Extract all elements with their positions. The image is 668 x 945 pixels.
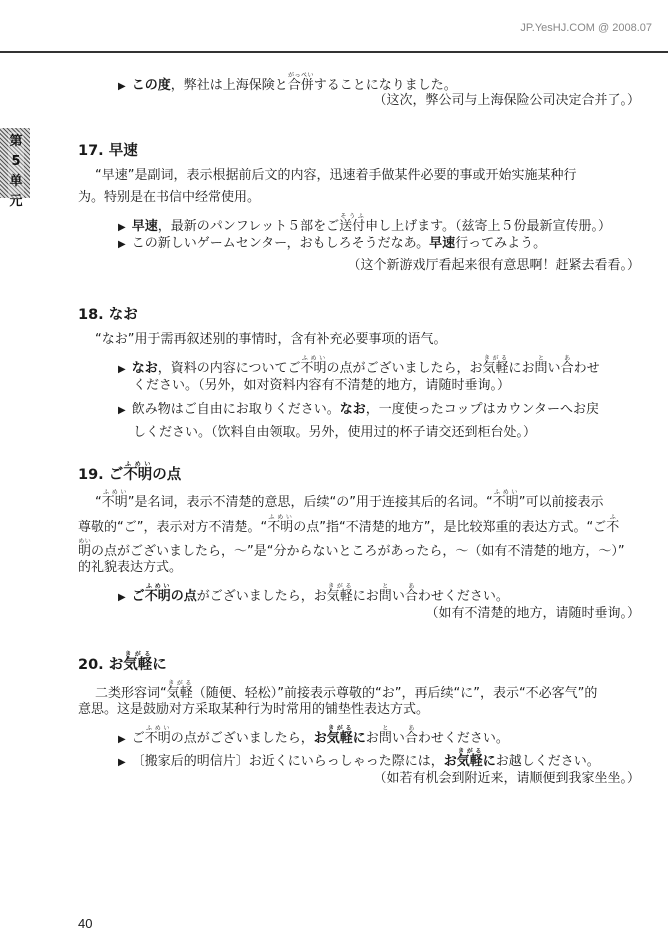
example-sentence (118, 402, 599, 419)
paragraph-line (95, 489, 603, 511)
ruby-word: 気軽きがる (326, 583, 353, 604)
text-segment: ，資料の内容についてご (157, 361, 301, 376)
paragraph-line (78, 702, 429, 718)
section-heading (78, 461, 181, 483)
text-segment: ，弊社は上海保険と (170, 78, 288, 93)
paragraph-line (95, 680, 597, 702)
paragraph-line (95, 332, 446, 348)
furigana: きがる (166, 680, 193, 687)
ruby-word: 気軽きがる (482, 355, 509, 376)
furigana: きがる (482, 355, 509, 362)
furigana: めい (78, 538, 92, 545)
text-segment: 尊敬的“ご”，表示对方不清楚。“ (78, 520, 268, 535)
paragraph-line (133, 378, 510, 394)
text-segment: 早速 (429, 236, 456, 251)
furigana: と (534, 355, 548, 362)
text-segment: わせ (573, 361, 600, 376)
text-segment: い (391, 731, 405, 746)
furigana: がっぺい (287, 72, 314, 79)
bullet-triangle-icon: ▶ (118, 81, 126, 92)
text-segment: （这个新游戏厅看起来很有意思啊！赶紧去看看。） (347, 258, 640, 273)
text-segment: 17. 早速 (78, 143, 138, 159)
text-segment: の点がございましたら，お (326, 361, 483, 376)
text-segment: にお (508, 361, 535, 376)
example-sentence (118, 748, 600, 771)
example-sentence (118, 213, 611, 236)
ruby-word: 不明ふめい (300, 355, 327, 376)
unit-side-tab (0, 128, 30, 209)
text-segment: 19. ご (78, 467, 124, 483)
bullet-triangle-icon: ▶ (118, 239, 126, 250)
ruby-word: 気軽きがる (166, 680, 193, 701)
text-segment: 18. なお (78, 307, 138, 323)
text-segment: 飲み物はご自由にお取りください。 (131, 402, 340, 417)
page-number: 40 (78, 916, 93, 931)
furigana: ふめい (144, 583, 171, 590)
furigana: と (378, 583, 392, 590)
bullet-triangle-icon: ▶ (118, 364, 126, 375)
ruby-word: 不明ふめい (492, 489, 519, 510)
text-segment: の点 (170, 589, 197, 604)
text-segment: 申し上げます。（兹寄上５份最新宣传册。） (365, 219, 612, 234)
bullet-triangle-icon: ▶ (118, 734, 126, 745)
text-segment: ご (131, 589, 145, 604)
ruby-word: 不ふ (606, 514, 620, 535)
ruby-word: 問と (534, 355, 548, 376)
text-segment: この度 (131, 78, 171, 93)
text-segment: お (313, 731, 327, 746)
ruby-word: 合あ (404, 725, 418, 746)
furigana: ふめい (123, 461, 153, 468)
text-segment: （如有不清楚的地方，请随时垂询。） (425, 606, 640, 621)
ruby-word: 送付そうふ (339, 213, 366, 234)
text-segment: の点がございましたら， (170, 731, 314, 746)
furigana: そうふ (339, 213, 366, 220)
text-segment: お (365, 731, 379, 746)
text-segment: 行ってみよう。 (455, 236, 547, 251)
furigana: ふめい (101, 489, 128, 496)
text-segment: しください。（饮料自由领取。另外，使用过的杯子请交还到柜台处。） (133, 425, 537, 440)
furigana: きがる (123, 651, 153, 658)
text-segment: （如若有机会到附近来，请顺便到我家坐坐。） (373, 771, 640, 786)
example-sentence (118, 725, 509, 748)
text-segment: 二类形容词“ (95, 686, 167, 701)
text-segment: ください。（另外，如对资料内容有不清楚的地方，请随时垂询。） (133, 378, 511, 393)
text-segment: （随便、轻松）”前接表示尊敬的“お”，再后续“に”，表示“不必客气”的 (192, 686, 598, 701)
example-translation (373, 771, 640, 787)
header-rule (0, 51, 668, 53)
ruby-word: 合あ (560, 355, 574, 376)
text-segment: ，一度使ったコップはカウンターへお戻 (365, 402, 599, 417)
text-segment: わせください。 (417, 731, 509, 746)
ruby-word: 問と (378, 725, 392, 746)
paragraph-line (95, 168, 576, 184)
ruby-word: 気軽きがる (456, 748, 483, 769)
furigana: あ (560, 355, 574, 362)
section-heading (78, 307, 138, 323)
example-sentence (118, 236, 546, 253)
paragraph-line (78, 514, 619, 536)
furigana: ふめい (267, 514, 294, 521)
text-segment: お (443, 754, 457, 769)
ruby-word: 不明ふめい (267, 514, 294, 535)
ruby-word: 不明ふめい (144, 725, 171, 746)
furigana: きがる (326, 583, 353, 590)
furigana: ふめい (492, 489, 519, 496)
text-segment: 〔搬家后的明信片〕お近くにいらっしゃった際には， (131, 754, 444, 769)
bullet-triangle-icon: ▶ (118, 757, 126, 768)
ruby-word: 不明ふめい (101, 489, 128, 510)
text-segment: の点がございましたら，～”是“分からないところがあったら，～（如有不清楚的地方，～）” (91, 544, 625, 559)
text-segment: “早速”是副词，表示根据前后文的内容，迅速着手做某件必要的事或开始实施某种行 (95, 168, 577, 183)
ruby-word: 気軽きがる (123, 651, 153, 673)
text-segment: （这次，弊公司与上海保险公司决定合并了。） (373, 93, 640, 108)
example-sentence (118, 72, 457, 95)
furigana: ふめい (300, 355, 327, 362)
paragraph-line (78, 560, 182, 576)
furigana: きがる (326, 725, 353, 732)
text-segment: “なお”用于需再叙述别的事情时，含有补充必要事项的语气。 (95, 332, 447, 347)
section-heading (78, 143, 138, 159)
paragraph-line (78, 190, 260, 206)
furigana: ふ (606, 514, 620, 521)
text-segment: 早速 (131, 219, 158, 234)
text-segment: 20. お (78, 657, 124, 673)
text-segment: “ (95, 495, 102, 510)
text-segment: ，最新のパンフレット５部をご (157, 219, 340, 234)
text-segment: なお (339, 402, 366, 417)
text-segment: がございましたら，お (196, 589, 327, 604)
example-translation (347, 258, 640, 274)
example-translation (425, 606, 640, 622)
bullet-triangle-icon: ▶ (118, 592, 126, 603)
text-segment: なお (131, 361, 158, 376)
text-segment: この新しいゲームセンター，おもしろそうだなあ。 (131, 236, 430, 251)
text-segment: 意思。这是鼓励对方采取某种行为时常用的铺垫性表达方式。 (78, 702, 430, 717)
text-segment: ご (131, 731, 145, 746)
example-sentence (118, 583, 509, 606)
section-heading (78, 651, 167, 673)
furigana: と (378, 725, 392, 732)
ruby-word: 合あ (404, 583, 418, 604)
ruby-word: 不明ふめい (123, 461, 153, 483)
text-segment: わせください。 (417, 589, 509, 604)
furigana: きがる (456, 748, 483, 755)
furigana: あ (404, 583, 418, 590)
unit-side-tab-label: 第5单元 (8, 132, 24, 212)
ruby-word: 気軽きがる (326, 725, 353, 746)
text-segment: にお (352, 589, 379, 604)
text-segment: ”是名词，表示不清楚的意思，后续“の”用于连接其后的名词。“ (127, 495, 493, 510)
paragraph-line (78, 538, 625, 560)
ruby-word: 明めい (78, 538, 92, 559)
text-segment: することになりました。 (313, 78, 457, 93)
furigana: あ (404, 725, 418, 732)
text-segment: ”可以前接表示 (518, 495, 604, 510)
furigana: ふめい (144, 725, 171, 732)
example-sentence (118, 355, 600, 378)
paragraph-line (133, 425, 536, 441)
text-segment: の点 (152, 467, 182, 483)
ruby-word: 不明ふめい (144, 583, 171, 604)
text-segment: 的礼貌表达方式。 (78, 560, 183, 575)
text-segment: に (482, 754, 496, 769)
example-translation (373, 93, 640, 109)
ruby-word: 合併がっぺい (287, 72, 314, 93)
ruby-word: 問と (378, 583, 392, 604)
text-segment: い (391, 589, 405, 604)
text-segment: い (547, 361, 561, 376)
text-segment: に (152, 657, 167, 673)
text-segment: に (352, 731, 366, 746)
text-segment: の点”指“不清楚的地方”，是比较郑重的表达方式。“ご (293, 520, 607, 535)
bullet-triangle-icon: ▶ (118, 222, 126, 233)
header-watermark: JP.YesHJ.COM @ 2008.07 (520, 22, 652, 34)
bullet-triangle-icon: ▶ (118, 405, 126, 416)
text-segment: お越しください。 (495, 754, 600, 769)
text-segment: 为。特别是在书信中经常使用。 (78, 190, 261, 205)
